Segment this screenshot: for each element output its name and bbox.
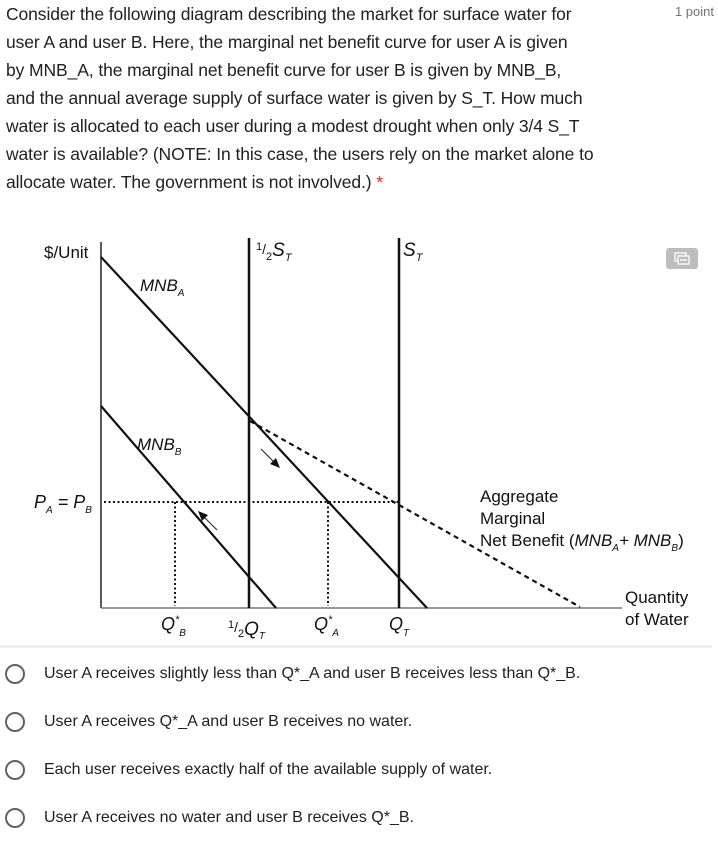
question-text	[6, 0, 666, 196]
question-line: and the annual average supply of surface water is given by S_T. How much	[6, 88, 583, 108]
option-4[interactable]	[5, 794, 414, 842]
aggregate-label-line3: Net Benefit $(MNB_A+ MNB_B)$	[480, 531, 684, 554]
tick-qb: $Q^*_B$	[161, 614, 186, 639]
tick-qt: $Q_T$	[389, 614, 410, 639]
mnb-a-curve	[101, 257, 427, 608]
required-marker: *	[376, 172, 383, 192]
question-line: Consider the following diagram describing the market for surface water for	[6, 4, 572, 24]
option-label: User A receives Q*_A and user B receives no water.	[44, 713, 413, 730]
radio-button[interactable]	[5, 760, 25, 780]
mnb-b-label: $MNB_B$	[137, 435, 182, 458]
option-label: User A receives no water and user B receives Q*_B.	[44, 809, 414, 826]
market-diagram	[0, 220, 718, 650]
radio-button[interactable]	[5, 664, 25, 684]
aggregate-label-line1: Aggregate	[480, 487, 559, 506]
price-label: $P_A = P_B$	[34, 492, 92, 516]
x-axis-label-line2: of Water	[625, 610, 689, 629]
divider	[0, 645, 712, 648]
option-label: User A receives slightly less than Q*_A and user B receives less than Q*_B.	[44, 665, 581, 682]
points-label: 1 point	[674, 4, 714, 19]
aggregate-label-line2: Marginal	[480, 509, 546, 528]
y-axis-label: $/Unit	[44, 243, 89, 262]
option-3[interactable]	[5, 746, 492, 794]
question-line: allocate water. The government is not involved.)	[6, 172, 372, 192]
option-1[interactable]	[5, 650, 580, 698]
image-gallery-icon	[674, 252, 690, 265]
image-gallery-button[interactable]	[666, 248, 698, 269]
radio-button[interactable]	[5, 808, 25, 828]
option-2[interactable]	[5, 698, 412, 746]
arrow-down-right-icon	[261, 449, 280, 468]
question-line: water is available? (NOTE: In this case, the users rely on the market alone to	[6, 144, 594, 164]
question-line: user A and user B. Here, the marginal net benefit curve for user A is given	[6, 32, 568, 52]
question-line: by MNB_A, the marginal net benefit curve for user B is given by MNB_B,	[6, 60, 562, 80]
radio-button[interactable]	[5, 712, 25, 732]
tick-qa: $Q^*_A$	[314, 614, 339, 639]
mnb-a-label: $MNB_A$	[140, 276, 185, 299]
x-axis-label-line1: Quantity	[625, 588, 689, 607]
question-line: water is allocated to each user during a modest drought when only 3/4 S_T	[6, 116, 580, 136]
question-line-last	[6, 168, 666, 196]
supply-label: $S_T$	[403, 240, 423, 264]
option-label: Each user receives exactly half of the available supply of water.	[44, 761, 493, 778]
half-supply-label: $^1_{/2}S_T$	[256, 240, 292, 264]
tick-half-qt: $^1_{/2}Q_T$	[228, 619, 266, 642]
